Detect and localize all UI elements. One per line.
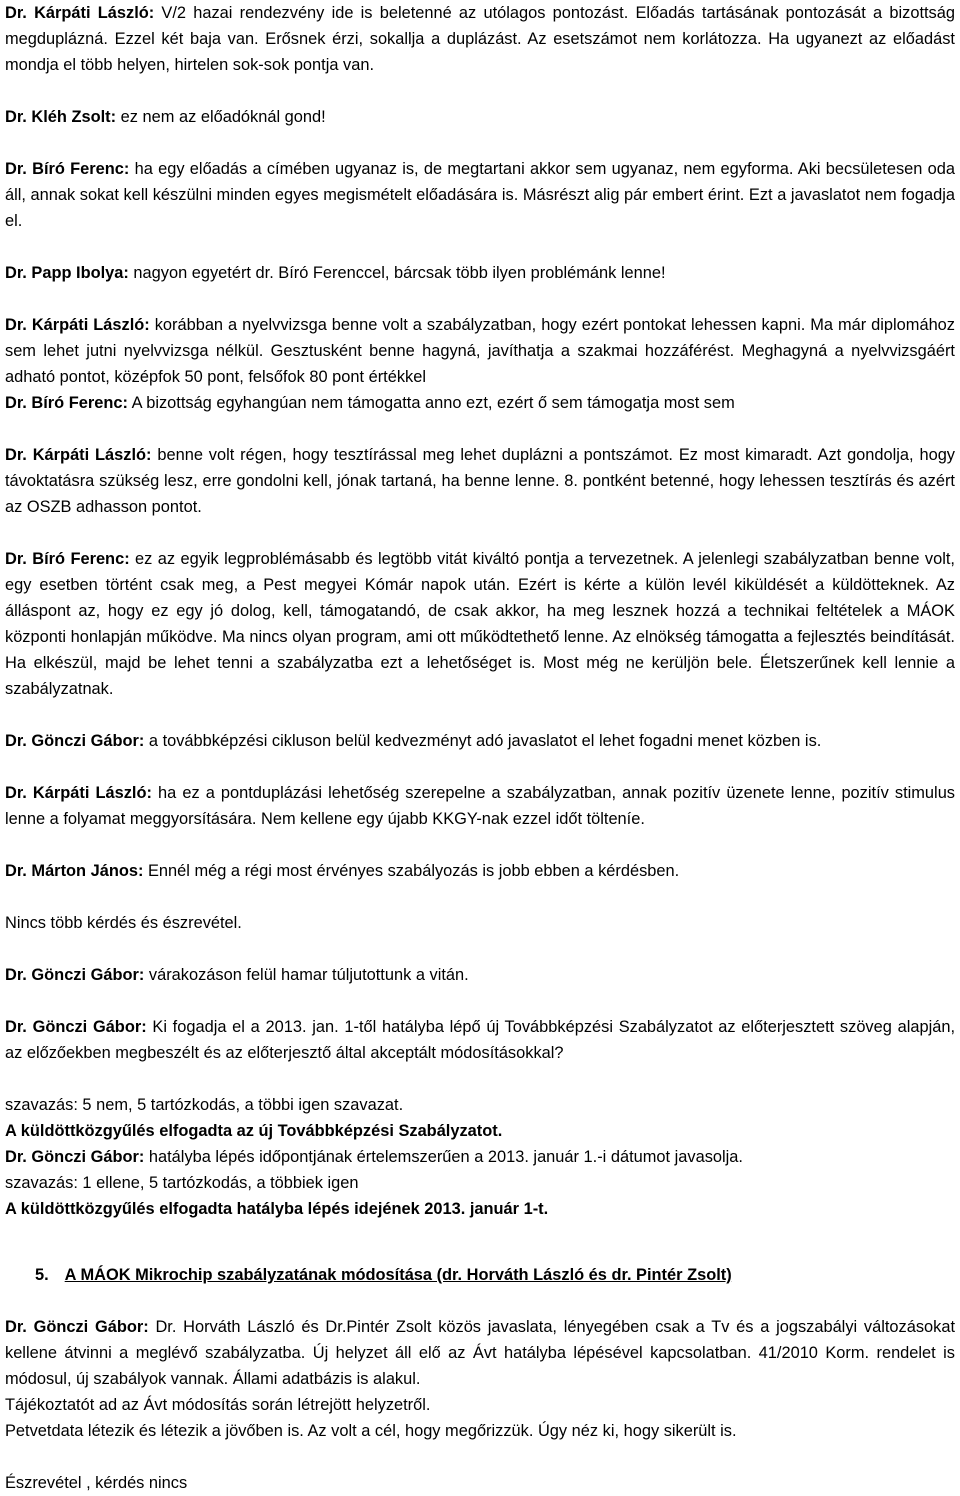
section-title: A MÁOK Mikrochip szabályzatának módosítása (dr. Horváth László és dr. Pintér Zsolt) <box>64 1266 732 1284</box>
paragraph-text: korábban a nyelvvizsga benne volt a szabályzatban, hogy ezért pontokat lehessen kapni. Ma már diplomához sem lehet jutni nyelvvizsga nélkül. Gesztusként benne hagyná, javíthatja a szakmai hozzáférést. Meghagyná a nyelvvizsgáért adható pontot, középfok 50 pont, felsőfok 80 pont értékkel <box>5 316 955 386</box>
paragraph-karpati-4 <box>5 780 955 832</box>
paragraph-marton <box>5 858 955 884</box>
speaker-name: Dr. Bíró Ferenc: <box>5 160 130 178</box>
resolution-line-2 <box>5 1196 955 1222</box>
speaker-name: Dr. Kárpáti László: <box>5 446 152 464</box>
resolution-text: A küldöttközgyűlés elfogadta hatályba lépés idejének 2013. január 1-t. <box>5 1200 549 1218</box>
paragraph-text: Dr. Horváth László és Dr.Pintér Zsolt közös javaslata, lényegében csak a Tv és a jogszabályi változásokat kellene átvinni a meglévő szabályzatba. Új helyzet áll elő az Ávt hatályba lépésével kapcsolatban. 41/2010 Korm. rendelet is módosul, új szabályok vannak. Állami adatbázis is alakul. <box>5 1318 956 1388</box>
paragraph-text: nagyon egyetért dr. Bíró Ferenccel, bárcsak több ilyen problémánk lenne! <box>128 264 666 282</box>
paragraph-text: ha egy előadás a címében ugyanaz is, de megtartani akkor sem ugyanaz, nem egyforma. Aki becsületesen oda áll, annak sokat kell készülni minden egyes megismételt előadására is. Másrészt alig pár embert érint. Ezt a javaslatot nem fogadja el. <box>5 160 955 230</box>
paragraph-biro-1 <box>5 156 955 234</box>
speaker-name: Dr. Márton János: <box>5 862 144 880</box>
paragraph-text: Ennél még a régi most érvényes szabályozás is jobb ebben a kérdésben. <box>143 862 680 880</box>
paragraph-text: Ki fogadja el a 2013. jan. 1-től hatályba lépő új Továbbképzési Szabályzatot az előterjesztett szöveg alapján, az előzőekben megbeszélt és az előterjesztő által akceptált módosításokkal? <box>5 1018 955 1062</box>
vote-line-3 <box>5 1170 955 1196</box>
speaker-name: Dr. Gönczi Gábor: <box>5 1018 147 1036</box>
resolution-text: A küldöttközgyűlés elfogadta az új Továbbképzési Szabályzatot. <box>5 1122 503 1140</box>
paragraph-no-questions <box>5 910 955 936</box>
paragraph-papp <box>5 260 955 286</box>
vote-line-1 <box>5 1092 955 1118</box>
paragraph-text: Nincs több kérdés és észrevétel. <box>5 914 242 932</box>
speaker-name: Dr. Kárpáti László: <box>5 316 150 334</box>
paragraph-text: ha ez a pontduplázási lehetőség szerepelne a szabályzatban, annak pozitív üzenete lenne, pozitív stimulus lenne a folyamat meggyorsítására. Nem kellene egy újabb KKGY-nak ezzel időt tölteníe. <box>5 784 956 828</box>
paragraph-karpati-3 <box>5 442 955 520</box>
document-page <box>5 0 955 1496</box>
paragraph-gonczi-3 <box>5 1014 955 1066</box>
section-heading <box>35 1262 955 1288</box>
section-line-2: Tájékoztatót ad az Ávt módosítás során létrejött helyzetről. <box>5 1396 431 1414</box>
paragraph-gonczi-2 <box>5 962 955 988</box>
speaker-name: Dr. Bíró Ferenc: <box>5 550 130 568</box>
section-paragraph <box>5 1314 955 1392</box>
closing-note: Észrevétel , kérdés nincs <box>5 1474 188 1492</box>
speaker-name: Dr. Gönczi Gábor: <box>5 1148 145 1166</box>
paragraph-text: V/2 hazai rendezvény ide is beletenné az utólagos pontozást. Előadás tartásának pontozását a bizottság megduplázná. Ezzel két baja van. Erősnek érzi, sokallja a duplázást. Az esetszámot nem korlátozza. Ha ugyanezt az előadást mondja el több helyen, hirtelen sok-sok pontja van. <box>5 4 955 74</box>
paragraph-text: A bizottság egyhangúan nem támogatta anno ezt, ezért ő sem támogatja most sem <box>127 394 735 412</box>
speaker-name: Dr. Gönczi Gábor: <box>5 1318 149 1336</box>
vote-text: szavazás: 1 ellene, 5 tartózkodás, a többiek igen <box>5 1174 359 1192</box>
section-line-3: Petvetdata létezik és létezik a jövőben is. Az volt a cél, hogy megőrizzük. Úgy néz ki, hogy sikerült is. <box>5 1422 737 1440</box>
vote-line-2 <box>5 1144 955 1170</box>
vote-text: hatályba lépés időpontjának értelemszerűen a 2013. január 1.-i dátumot javasolja. <box>144 1148 743 1166</box>
vote-text: szavazás: 5 nem, 5 tartózkodás, a többi igen szavazat. <box>5 1096 404 1114</box>
paragraph-text: ez az egyik legproblémásabb és legtöbb vitát kiváltó pontja a tervezetnek. A jelenlegi szabályzatban benne volt, egy esetben történt csak meg, a Pest megyei Kómár napok után. Ezért is kérte a külön levél kiküldését a küldötteknek. Az álláspont az, hogy ez egy jó dolog, kell, támogatandó, de csak akkor, ha meg lesznek hozzá a technikai feltételek a MÁOK központi honlapján működve. Ma nincs olyan program, ami ott működtethető lenne. Az elnökség támogatta a fejlesztés beindítását. Ha elkészül, majd be lehet tenni a szabályzatba ezt a lehetőséget is. Most még ne kerüljön bele. Életszerűnek kell lennie a szabályzatnak. <box>5 550 955 698</box>
speaker-name: Dr. Papp Ibolya: <box>5 264 129 282</box>
paragraph-text: ez nem az előadóknál gond! <box>116 108 326 126</box>
speaker-name: Dr. Bíró Ferenc: <box>5 394 128 412</box>
speaker-name: Dr. Gönczi Gábor: <box>5 966 145 984</box>
paragraph-text: benne volt régen, hogy tesztírással meg lehet duplázni a pontszámot. Ez most kimaradt. Azt gondolja, hogy távoktatásra szükség lesz, erre gondolni kell, jónak tartaná, ha benne lenne. 8. pontként betenné, hogy lehessen tesztírás és azért az OSZB adhasson pontot. <box>5 446 955 516</box>
paragraph-text: várakozáson felül hamar túljutottunk a vitán. <box>144 966 469 984</box>
section-number: 5. <box>35 1266 49 1284</box>
paragraph-karpati-1 <box>5 0 955 78</box>
paragraph-kleh <box>5 104 955 130</box>
speaker-name: Dr. Kárpáti László: <box>5 4 155 22</box>
speaker-name: Dr. Gönczi Gábor: <box>5 732 145 750</box>
paragraph-biro-2 <box>5 390 955 416</box>
paragraph-gonczi-1 <box>5 728 955 754</box>
resolution-line-1 <box>5 1118 955 1144</box>
paragraph-text: a továbbképzési cikluson belül kedvezményt adó javaslatot el lehet fogadni menet közben is. <box>144 732 822 750</box>
paragraph-karpati-2 <box>5 312 955 390</box>
paragraph-biro-3 <box>5 546 955 702</box>
speaker-name: Dr. Kárpáti László: <box>5 784 152 802</box>
speaker-name: Dr. Kléh Zsolt: <box>5 108 117 126</box>
